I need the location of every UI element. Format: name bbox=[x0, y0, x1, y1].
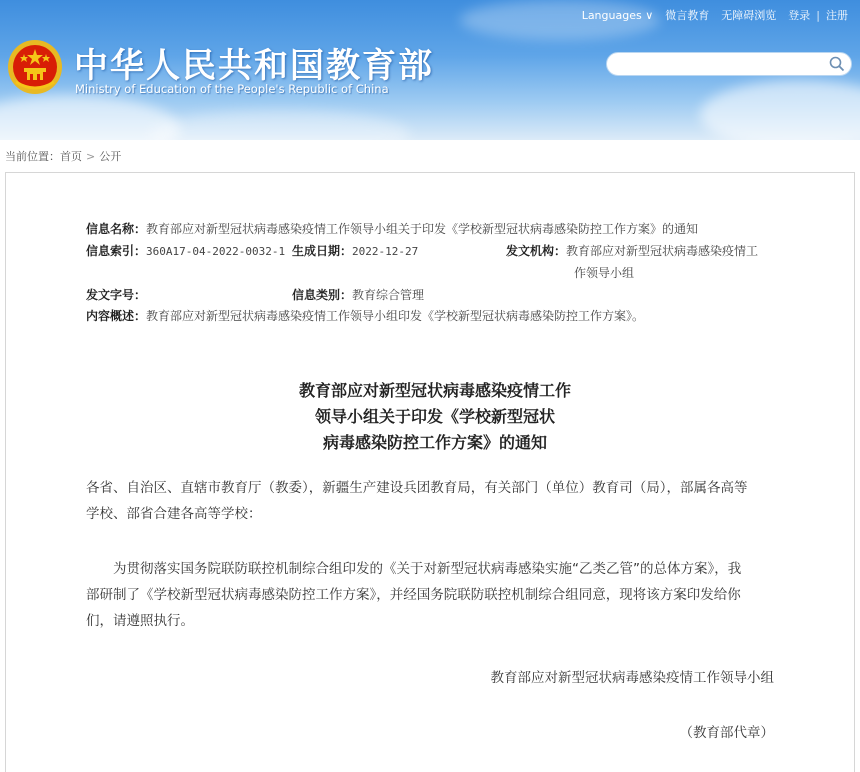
accessibility-link[interactable]: 无障碍浏览 bbox=[721, 9, 777, 22]
login-link[interactable]: 登录 bbox=[788, 9, 811, 22]
site-header bbox=[0, 0, 860, 140]
site-title-cn[interactable]: 中华人民共和国教育部 bbox=[74, 46, 434, 86]
meta-docno bbox=[86, 286, 146, 303]
meta-index bbox=[86, 242, 285, 259]
meta-issuer-value-line1: 教育部应对新型冠状病毒感染疫情工 bbox=[566, 244, 759, 258]
meta-issuer-label: 发文机构： bbox=[506, 244, 567, 258]
text-line: 各省、自治区、直辖市教育厅（教委），新疆生产建设兵团教育局，有关部门（单位）教育司（局），部属各高等 bbox=[86, 480, 748, 496]
meta-issuer-cont bbox=[574, 264, 634, 281]
document-title bbox=[5, 378, 860, 456]
meta-summary-label: 内容概述： bbox=[86, 309, 147, 323]
meta-date-value: 2022-12-27 bbox=[352, 245, 419, 258]
text-line: 们，请遵照执行。 bbox=[86, 613, 194, 629]
divider: | bbox=[816, 8, 820, 22]
recipients-paragraph bbox=[86, 475, 776, 527]
chevron-down-icon: ∨ bbox=[645, 8, 654, 22]
meta-docno-label: 发文字号： bbox=[86, 288, 147, 302]
weiyan-link[interactable]: 微言教育 bbox=[665, 9, 710, 22]
text-line: 部研制了《学校新型冠状病毒感染防控工作方案》，并经国务院联防联控机制综合组同意，现将该方案印发给你 bbox=[86, 587, 741, 603]
meta-index-label: 信息索引： bbox=[86, 244, 147, 258]
register-link[interactable]: 注册 bbox=[826, 9, 848, 22]
meta-issuer-value-line2: 作领导小组 bbox=[574, 266, 635, 280]
meta-category-value: 教育综合管理 bbox=[352, 288, 425, 302]
search-icon[interactable] bbox=[829, 56, 845, 72]
site-title-en: Ministry of Education of the People's Republic of China bbox=[75, 82, 389, 96]
meta-name-label: 信息名称： bbox=[86, 222, 147, 236]
cloud-decoration bbox=[700, 80, 860, 140]
search-box bbox=[606, 52, 852, 76]
text-line: 学校、部省合建各高等学校： bbox=[86, 506, 262, 522]
document-title-line: 领导小组关于印发《学校新型冠状 bbox=[314, 407, 555, 426]
meta-summary-value: 教育部应对新型冠状病毒感染疫情工作领导小组印发《学校新型冠状病毒感染防控工作方案》。 bbox=[146, 309, 645, 323]
cloud-decoration bbox=[150, 110, 410, 140]
search-input[interactable] bbox=[617, 55, 821, 75]
meta-issuer bbox=[506, 242, 758, 259]
document-title-line: 教育部应对新型冠状病毒感染疫情工作 bbox=[298, 381, 571, 400]
meta-date bbox=[292, 242, 418, 259]
breadcrumb-prefix: 当前位置： bbox=[5, 150, 60, 163]
meta-date-label: 生成日期： bbox=[292, 244, 353, 258]
meta-category bbox=[292, 286, 424, 303]
meta-name bbox=[86, 220, 698, 237]
document-title-line: 病毒感染防控工作方案》的通知 bbox=[322, 433, 547, 452]
signature: 教育部应对新型冠状病毒感染疫情工作领导小组 bbox=[490, 670, 774, 686]
meta-index-value: 360A17-04-2022-0032-1 bbox=[146, 245, 286, 258]
chevron-right-icon: > bbox=[86, 150, 96, 163]
meta-category-label: 信息类别： bbox=[292, 288, 353, 302]
meta-summary bbox=[86, 307, 644, 324]
breadcrumb-home[interactable]: 首页 bbox=[60, 150, 82, 163]
body-paragraph bbox=[86, 556, 776, 634]
meta-name-value: 教育部应对新型冠状病毒感染疫情工作领导小组关于印发《学校新型冠状病毒感染防控工作方案》的通知 bbox=[146, 222, 699, 236]
breadcrumb-current[interactable]: 公开 bbox=[99, 150, 122, 163]
languages-menu[interactable]: Languages ∨ bbox=[581, 8, 654, 22]
national-emblem-icon[interactable] bbox=[6, 38, 64, 96]
breadcrumb bbox=[5, 148, 121, 164]
text-line: 为贯彻落实国务院联防联控机制综合组印发的《关于对新型冠状病毒感染实施“乙类乙管”的总体方案》，我 bbox=[113, 561, 742, 577]
top-links bbox=[576, 7, 854, 23]
seal-note: （教育部代章） bbox=[679, 725, 774, 741]
